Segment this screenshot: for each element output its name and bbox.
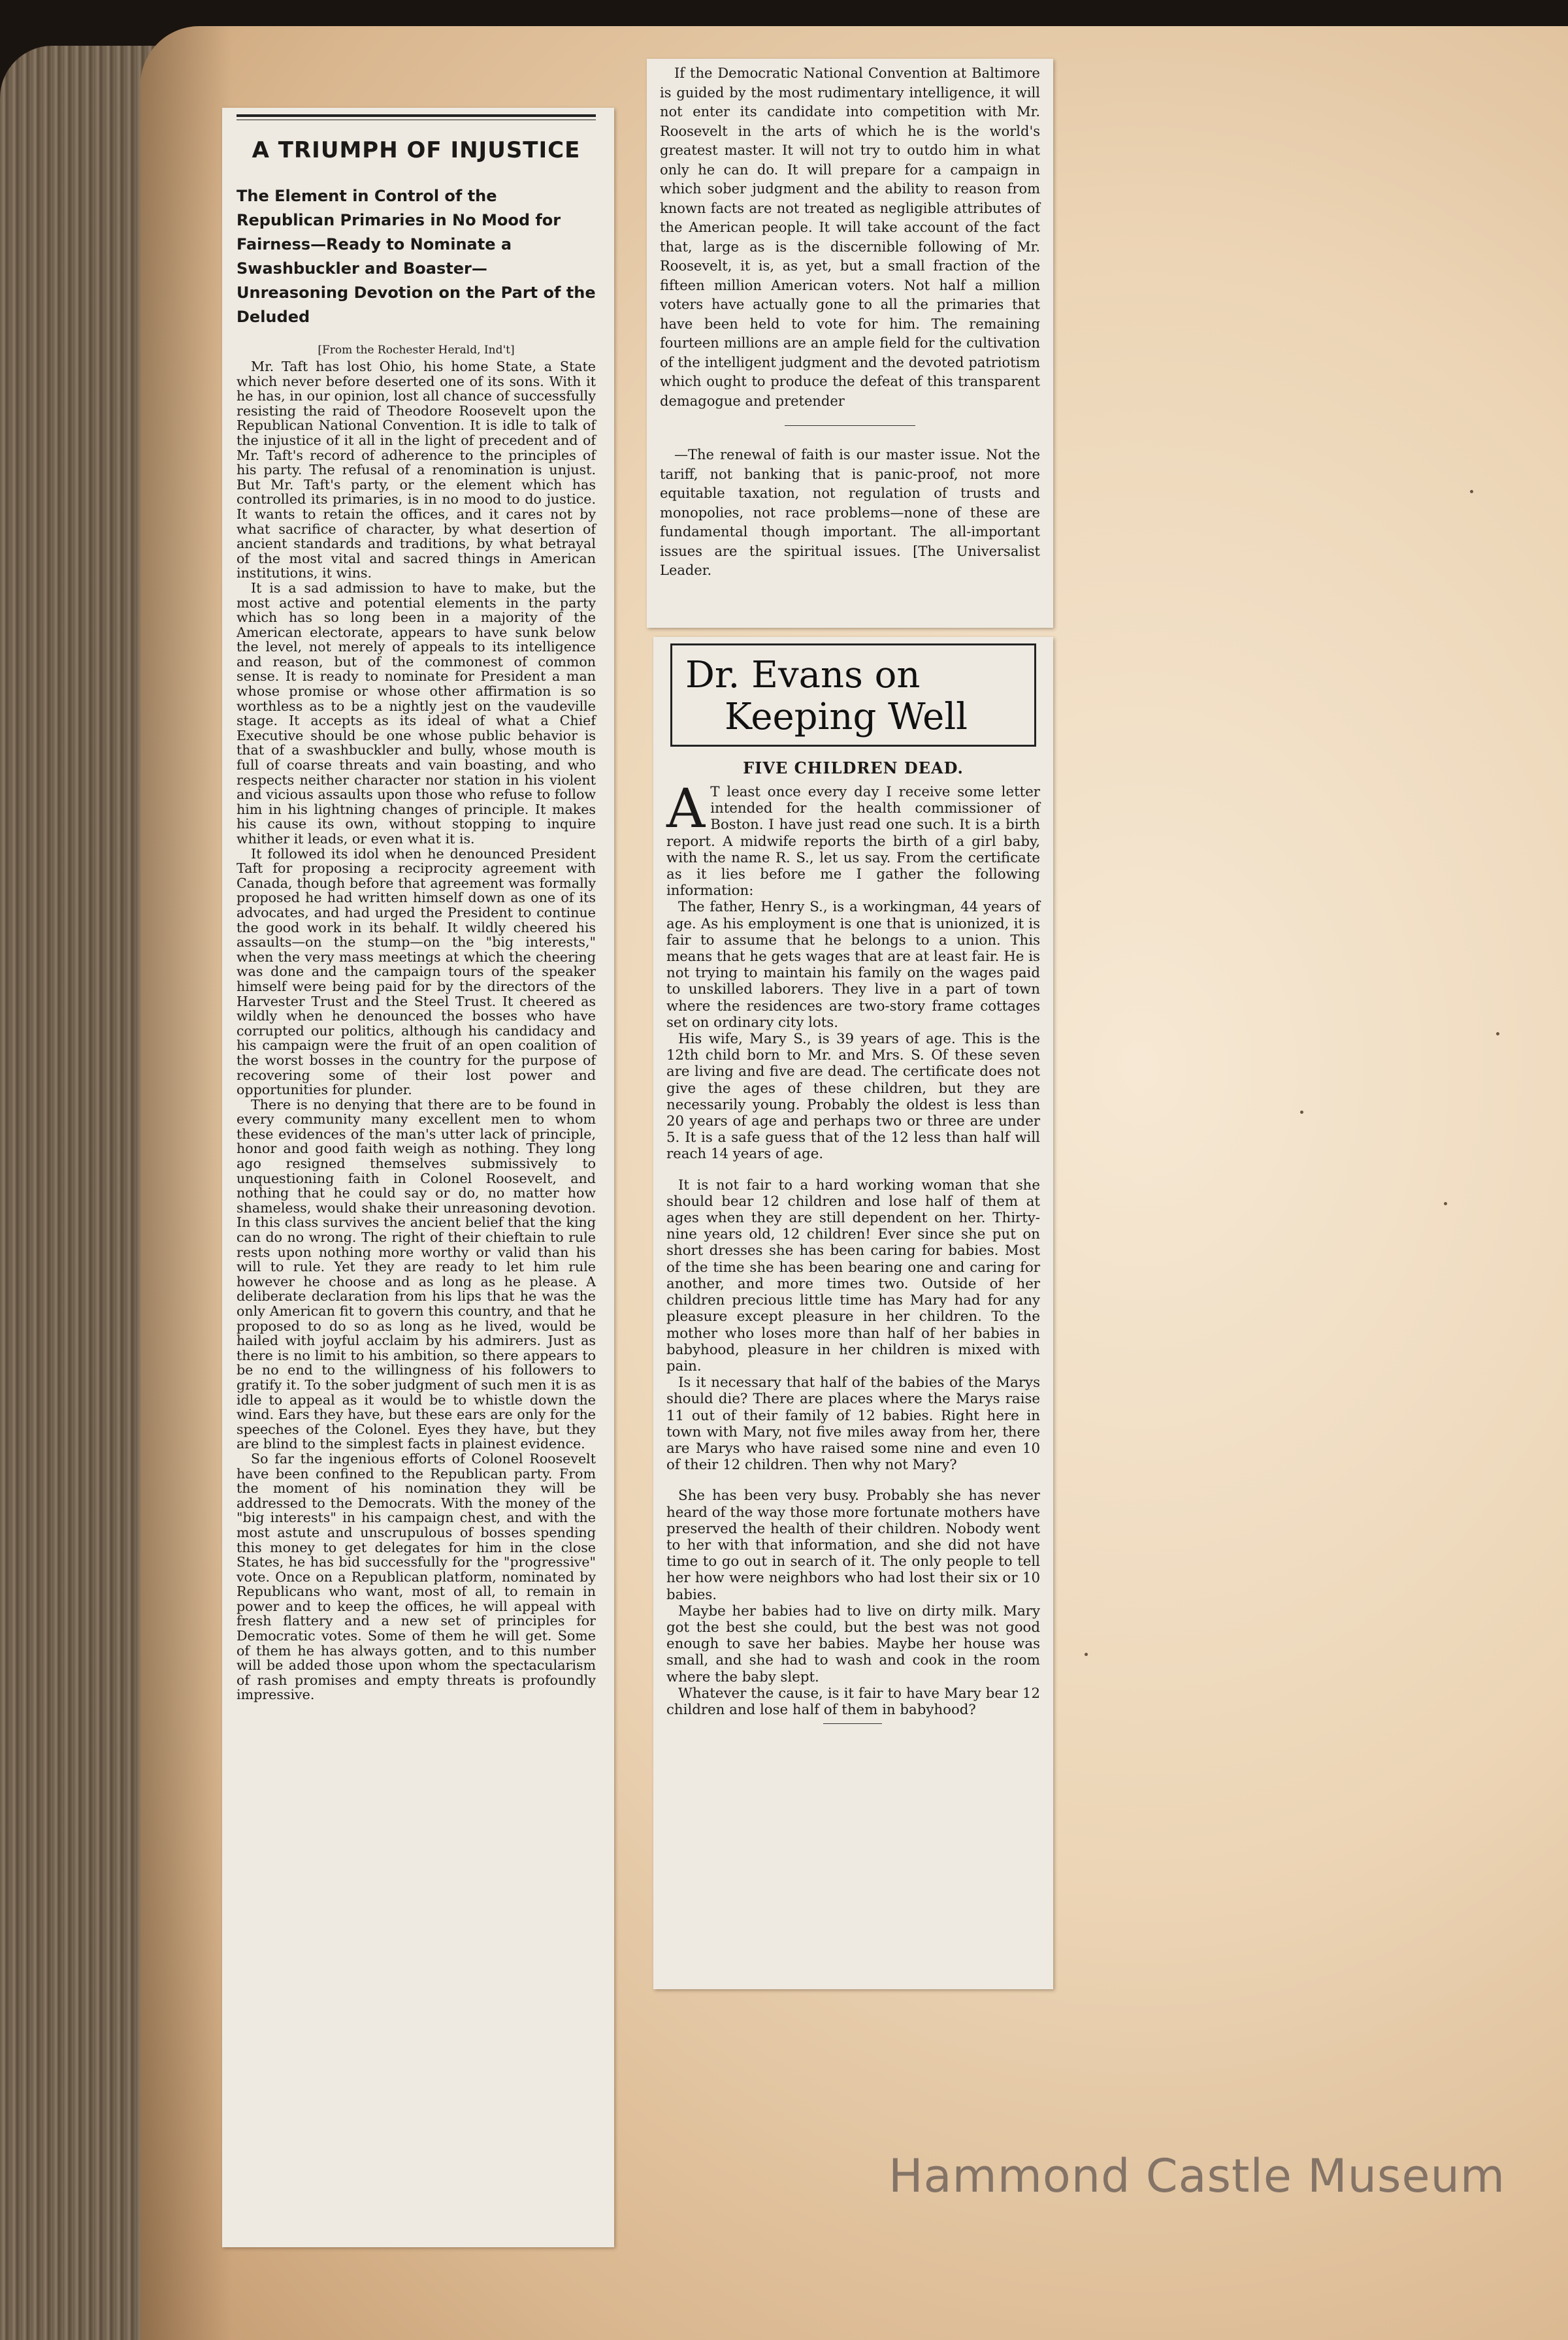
column-title-line2: Keeping Well xyxy=(725,696,968,738)
column-paragraph: Is it necessary that half of the babies of the Marys should die? There are places where the Marys raise 11 out of their family of 12 babies. Right here in town with Mary, not five miles away from her, there are Marys who have raised some nine and even 10 of their 12 children. Then why not Mary? xyxy=(666,1374,1040,1474)
clipping-triumph-of-injustice xyxy=(222,108,614,2247)
drop-cap: A xyxy=(666,778,706,840)
column-paragraph: She has been very busy. Probably she has never heard of the way those more fortunate mothers have preserved the health of their children. Nobody went to her with that information, and she did not have time to go out in search of it. The only people to tell her how were neighbors who had lost their six or 10 babies. xyxy=(666,1487,1040,1603)
article-paragraph: Mr. Taft has lost Ohio, his home State, a State which never before deserted one of its sons. With it he has, in our opinion, lost all chance of successfully resisting the raid of Theodore Roosevelt upon the Republican National Convention. It is idle to talk of the injustice of it all in the light of precedent and of Mr. Taft's record of adherence to the principles of his party. The refusal of a renomination is unjust. But Mr. Taft's party, or the element which has controlled its primaries, is in no mood to do justice. It wants to retain the offices, and it cares not by what sacrifice of character, by what desertion of ancient standards and traditions, by what betrayal of the most vital and sacred things in American institutions, it wins. xyxy=(237,359,596,581)
end-rule xyxy=(823,1723,882,1724)
article-body xyxy=(237,359,596,1702)
page-gutter-shadow xyxy=(140,26,232,2340)
universalist-note: —The renewal of faith is our master issue. Not the tariff, not banking that is panic-proof, not more equitable taxation, not regulation of trusts and monopolies, not race problems—none of these are fundamental though important. The all-important issues are the spiritual issues. [The Universalist Leader. xyxy=(660,447,1040,578)
clipping-democratic-convention xyxy=(647,59,1053,628)
article-paragraph: So far the ingenious efforts of Colonel Roosevelt have been confined to the Republican party. From the moment of his nomination they will be addressed to the Democrats. With the money of the "big interests" in his campaign chest, and with the most astute and unscrupulous of bosses spending this money to get delegates for him in the close States, he has bid successfully for the "progressive" vote. Once on a Republican platform, nominated by Republicans who want, most of all, to remain in power and to keep the offices, he will appeal with fresh flattery and a new set of principles for Democratic votes. Some of them he will get. Some of them he has always gotten, and to this number will be added those upon whom the spectacularism of rash promises and empty threats is profoundly impressive. xyxy=(237,1450,596,1703)
first-paragraph: T least once every day I receive some letter intended for the health commissioner of Boston. I have just read one such. It is a birth report. A midwife reports the birth of a girl baby, with the name R. S., let us say. From the certificate as it lies before me I gather the following information: xyxy=(666,784,1040,900)
museum-watermark: Hammond Castle Museum xyxy=(889,2149,1506,2203)
clipping-dr-evans xyxy=(653,637,1053,1989)
headline-rule xyxy=(237,114,596,120)
article-source: [From the Rochester Herald, Ind't] xyxy=(318,344,515,357)
column-paragraph: The father, Henry S., is a workingman, 44 years of age. As his employment is one that is unionized, it is fair to assume that he belongs to a union. This means that he gets wages that are at least fair. He is not trying to maintain his family on the wages paid to unskilled laborers. They live in a part of town where the residences are two-story frame cottages set on ordinary city lots. xyxy=(666,899,1040,1031)
column-title-box xyxy=(670,643,1036,747)
column-subhead: FIVE CHILDREN DEAD. xyxy=(743,758,964,777)
separator-rule xyxy=(785,425,915,426)
column-title-line1: Dr. Evans on xyxy=(685,654,921,696)
convention-body xyxy=(660,64,1040,581)
column-paragraph: Whatever the cause, is it fair to have Mary bear 12 children and lose half of them in babyhood? xyxy=(666,1685,1040,1718)
book-page-edges xyxy=(0,46,163,2340)
column-paragraph: Maybe her babies had to live on dirty milk. Mary got the best she could, but the best was not good enough to save her babies. Maybe her house was small, and she had to wash and cook in the room where the baby slept. xyxy=(666,1602,1040,1685)
column-paragraph: His wife, Mary S., is 39 years of age. This is the 12th child born to Mr. and Mrs. S. Of these seven are living and five are dead. The certificate does not give the ages of these children, but they are necessarily young. Probably the oldest is less than 20 years of age and perhaps two or three are under 5. It is a safe guess that of the 12 less than half will reach 14 years of age. xyxy=(666,1031,1040,1163)
column-body xyxy=(666,778,1040,1724)
article-paragraph: If the Democratic National Convention at Baltimore is guided by the most rudimentary intelligence, it will not enter its candidate into competition with Mr. Roosevelt in the arts of which he is the world's greatest master. It will not try to outdo him in what only he can do. It will prepare for a campaign in which sober judgment and the ability to reason from known facts are not treated as negligible attributes of the American people. It will take account of the fact that, large as is the discernible following of Mr. Roosevelt, it is, as yet, but a small fraction of the fifteen million American voters. Not half a million voters have actually gone to all the primaries that have been held to vote for him. The remaining fourteen millions are an ample field for the cultivation of the intelligent judgment and the devoted patriotism which ought to produce the defeat of this transparent demagogue and pretender xyxy=(660,65,1040,409)
article-headline: A TRIUMPH OF INJUSTICE xyxy=(252,137,581,163)
article-paragraph: It followed its idol when he denounced President Taft for proposing a reciprocity agreement with Canada, though before that agreement was formally proposed he had written himself down as one of its advocates, and had urged the President to continue the good work in its behalf. It wildly cheered his assaults—on the stump—on the "big interests," when the very mass meetings at which the cheering was done and the campaign tours of the speaker himself were being paid for by the directors of the Harvester Trust and the Steel Trust. It cheered as wildly when he denounced the bosses who have corrupted our politics, although his candidacy and his campaign were the fruit of an open coalition of the worst bosses in the country for the purpose of recovering some of their lost power and opportunities for plunder. xyxy=(237,845,596,1098)
article-paragraph: There is no denying that there are to be found in every community many excellent men to whom these evidences of the man's utter lack of principle, honor and good faith weigh as nothing. They long ago resigned themselves submissively to unquestioning faith in Colonel Roosevelt, and nothing that he could say or do, no matter how shameless, would shake their unreasoning devotion. In this class survives the ancient belief that the king can do no wrong. The right of their chieftain to rule rests upon nothing more worthy or valid than his will to rule. Yet they are ready to let him rule however he choose and as long as he please. A deliberate declaration from his lips that he was the only American fit to govern this country, and that he proposed to do so as long as he lived, would be hailed with joyful acclaim by his admirers. Just as there is no limit to his ambition, so there appears to be no end to the willingness of his followers to gratify it. To the sober judgment of such men it is as idle to appeal as it would be to whistle down the wind. Ears they have, but these ears are only for the speeches of the Colonel. Eyes they have, but they are blind to the simplest facts in plainest evidence. xyxy=(237,1096,596,1452)
article-paragraph: It is a sad admission to have to make, but the most active and potential elements in the party which has so long been in a majority of the American electorate, appears to have sunk below the level, not merely of appeals to its intelligence and reason, but of the commonest of common sense. It is ready to nominate for President a man whose promise or whose other affirmation is so worthless as to be a nightly jest on the vaudeville stage. It accepts as its ideal of what a Chief Executive should be one whose public behavior is that of a swashbuckler and bully, whose mouth is full of coarse threats and vain boasting, and who respects neither character nor station in his violent and vicious assaults upon those who refuse to follow him in his lightning changes of principle. It makes his cause its own, without stopping to inquire whither it leads, or even what it is. xyxy=(237,579,596,847)
article-deck: The Element in Control of the Republican Primaries in No Mood for Fairness—Ready to Nominate a Swashbuckler and Boaster—Unreasoning Devotion on the Part of the Deluded xyxy=(237,187,596,326)
column-paragraph: It is not fair to a hard working woman that she should bear 12 children and lose half of them at ages when they are still dependent on her. Thirty-nine years old, 12 children! Ever since she put on short dresses she has been caring for babies. Most of the time she has been bearing one and caring for another, and more times two. Outside of her children precious little time has Mary had for any pleasure except pleasure in her children. To the mother who loses more than half of her babies in babyhood, pleasure in her children is mixed with pain. xyxy=(666,1177,1040,1374)
